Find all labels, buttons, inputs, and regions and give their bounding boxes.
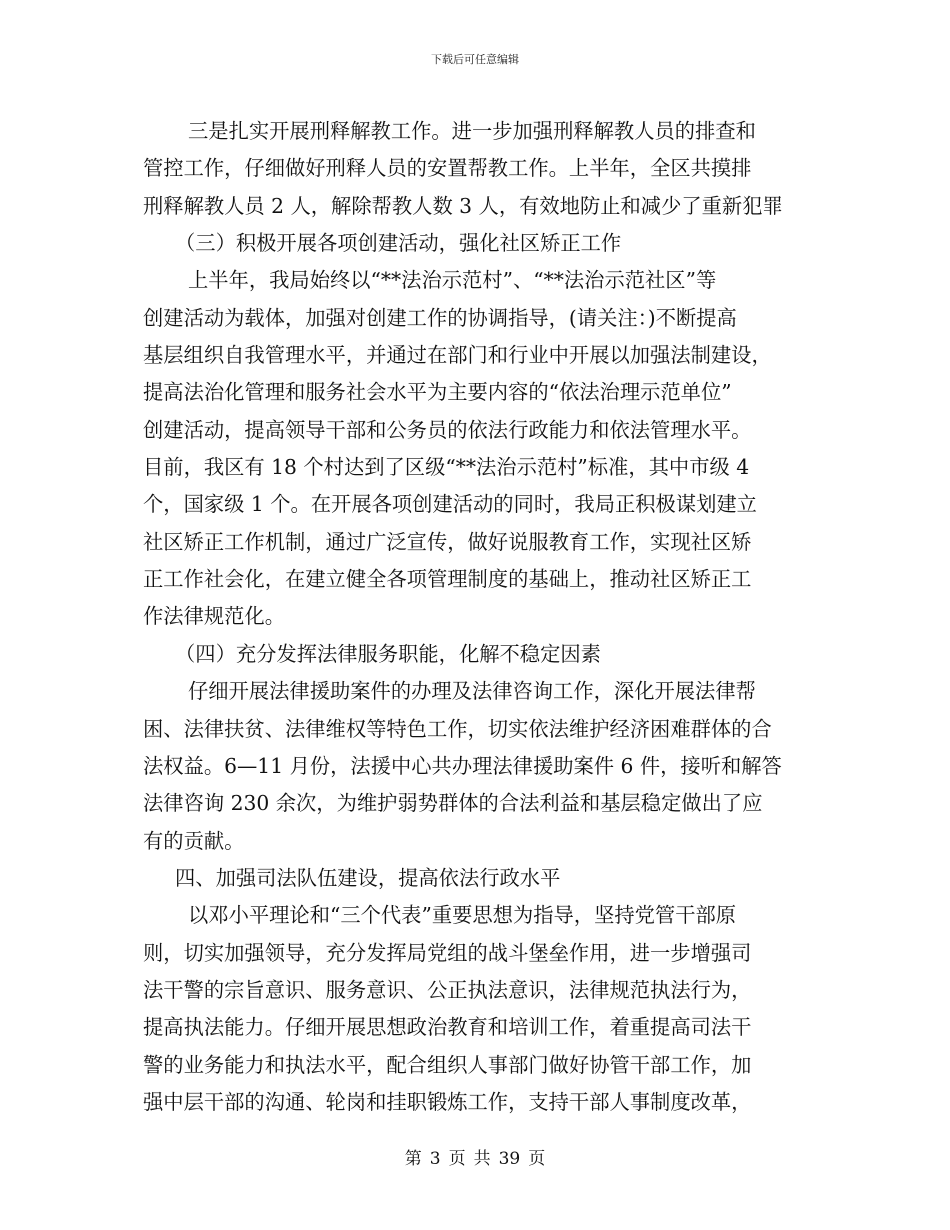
document-body [143,113,808,1121]
section-heading: （四）充分发挥法律服务职能，化解不稳定因素 [175,641,601,666]
total-prefix: 共 [473,1149,491,1169]
paragraph-line: 基层组织自我管理水平，并通过在部门和行业中开展以加强法制建设， [143,343,772,368]
paragraph-line: 提高法治化管理和服务社会水平为主要内容的“依法治理示范单位” [143,380,732,405]
paragraph-line: 有的贡献。 [143,828,245,853]
paragraph-line: 目前，我区有 18 个村达到了区级“**法治示范村”标准，其中市级 4 [143,455,750,480]
paragraph-line: 以邓小平理论和“三个代表”重要思想为指导，坚持党管干部原 [188,903,737,928]
paragraph-line: 警的业务能力和执法水平，配合组织人事部门做好协管干部工作，加 [143,1052,752,1077]
paragraph-line: 三是扎实开展刑释解教工作。进一步加强刑释解教人员的排查和 [188,119,756,143]
paragraph-line: 提高执法能力。仔细开展思想政治教育和培训工作，着重提高司法干 [143,1015,752,1040]
paragraph-line: 创建活动为载体，加强对创建工作的协调指导，(请关注：)不断提高 [143,305,737,330]
paragraph-line: 刑释解教人员 2 人，解除帮教人数 3 人，有效地防止和减少了重新犯罪 [143,193,783,218]
paragraph-line: 法干警的宗旨意识、服务意识、公正执法意识，法律规范执法行为， [143,977,752,1002]
page-unit: 页 [448,1149,466,1169]
paragraph-line: 管控工作，仔细做好刑释人员的安置帮教工作。上半年，全区共摸排 [143,156,752,181]
page-footer [0,1148,950,1170]
paragraph-line: 法律咨询 230 余次，为维护弱势群体的合法利益和基层稳定做出了应 [143,791,763,816]
paragraph-line: 正工作社会化，在建立健全各项管理制度的基础上，推动社区矫正工 [143,567,752,592]
paragraph-line: 上半年，我局始终以“**法治示范村”、“**法治示范社区”等 [188,268,717,293]
paragraph-line: 个，国家级 1 个。在开展各项创建活动的同时，我局正积极谋划建立 [143,492,757,517]
total-unit: 页 [528,1149,546,1169]
page-current: 3 [429,1149,441,1169]
page-total: 39 [498,1149,521,1169]
page-prefix: 第 [404,1149,422,1169]
page-header: 下载后可任意编辑 [431,53,519,66]
paragraph-line: 困、法律扶贫、法律维权等特色工作，切实依法维护经济困难群体的合 [143,716,772,741]
paragraph-line: 则，切实加强领导，充分发挥局党组的战斗堡垒作用，进一步增强司 [143,940,752,965]
paragraph-line: 法权益。6—11 月份，法援中心共办理法律援助案件 6 件，接听和解答 [143,753,782,778]
paragraph-line: 仔细开展法律援助案件的办理及法律咨询工作，深化开展法律帮 [188,679,756,704]
paragraph-line: 创建活动，提高领导干部和公务员的依法行政能力和依法管理水平。 [143,417,752,442]
paragraph-line: 作法律规范化。 [143,604,285,629]
section-heading: 四、加强司法队伍建设，提高依法行政水平 [175,865,561,890]
paragraph-line: 社区矫正工作机制，通过广泛宣传，做好说服教育工作，实现社区矫 [143,529,752,554]
paragraph-line: 强中层干部的沟通、轮岗和挂职锻炼工作，支持干部人事制度改革， [143,1089,752,1114]
section-heading: （三）积极开展各项创建活动，强化社区矫正工作 [175,231,622,256]
